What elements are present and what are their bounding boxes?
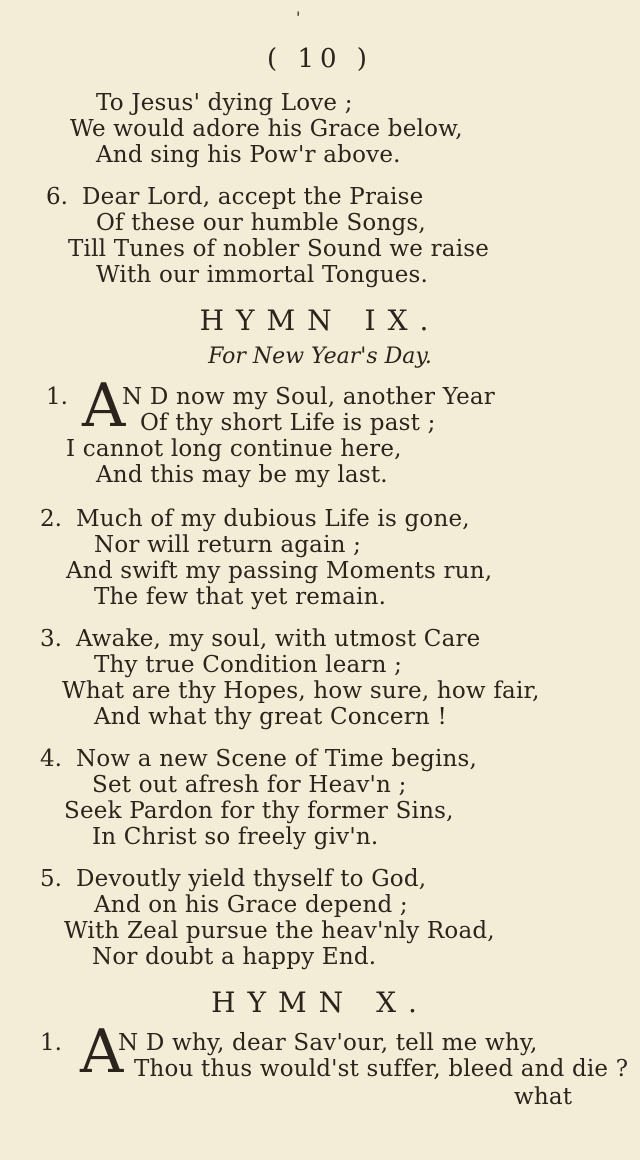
h9-verse-4-line-2: Set out afresh for Heav'n ; [92, 772, 407, 798]
h9-verse-2-line-1: Much of my dubious Life is gone, [76, 506, 470, 532]
verse-6-line-1: Dear Lord, accept the Praise [82, 184, 424, 210]
verse-6-line-4: With our immortal Tongues. [96, 262, 429, 288]
h9-verse-1-line-3: I cannot long continue here, [66, 436, 402, 462]
h9-verse-4-line-3: Seek Pardon for thy former Sins, [64, 798, 454, 824]
verse-6-line-2: Of these our humble Songs, [96, 210, 426, 236]
h9-verse-1-line-2: Of thy short Life is past ; [140, 410, 436, 436]
hymn-9-title: HYMN IX. [199, 304, 441, 337]
verse-6-number: 6. [46, 184, 68, 210]
hymn-10-title: HYMN X. [211, 986, 429, 1019]
h9-verse-5-line-1: Devoutly yield thyself to God, [76, 866, 427, 892]
h9-verse-2-line-4: The few that yet remain. [94, 584, 387, 610]
top-mark: ' [296, 8, 301, 27]
h9-verse-3-line-3: What are thy Hopes, how sure, how fair, [62, 678, 540, 704]
h9-verse-3-number: 3. [40, 626, 62, 652]
h10-verse-1-line-2: Thou thus would'st suffer, bleed and die ? [134, 1056, 629, 1082]
h9-verse-1-line-4: And this may be my last. [96, 462, 388, 488]
h9-verse-5-line-3: With Zeal pursue the heav'nly Road, [64, 918, 495, 944]
h9-verse-1-line-1: N D now my Soul, another Year [122, 384, 496, 410]
h9-verse-3-line-2: Thy true Condition learn ; [94, 652, 403, 678]
h9-verse-2-line-2: Nor will return again ; [94, 532, 362, 558]
continuation-line-2: We would adore his Grace below, [70, 116, 463, 142]
h9-verse-4-line-1: Now a new Scene of Time begins, [76, 746, 478, 772]
continuation-line-3: And sing his Pow'r above. [96, 142, 401, 168]
h9-verse-5-number: 5. [40, 866, 62, 892]
h9-verse-2-line-3: And swift my passing Moments run, [66, 558, 493, 584]
h9-verse-1-dropcap: A [82, 371, 126, 441]
h9-verse-5-line-2: And on his Grace depend ; [94, 892, 408, 918]
h10-verse-1-line-1: N D why, dear Sav'our, tell me why, [118, 1030, 538, 1056]
h10-verse-1-number: 1. [40, 1030, 62, 1056]
h9-verse-3-line-4: And what thy great Concern ! [94, 704, 447, 730]
h9-verse-4-line-4: In Christ so freely giv'n. [92, 824, 379, 850]
h9-verse-5-line-4: Nor doubt a happy End. [92, 944, 377, 970]
h10-verse-1-dropcap: A [80, 1017, 124, 1087]
catchword: what [514, 1084, 573, 1110]
h9-verse-2-number: 2. [40, 506, 62, 532]
page-number: ( 10 ) [267, 44, 373, 74]
verse-6-line-3: Till Tunes of nobler Sound we raise [68, 236, 490, 262]
h9-verse-3-line-1: Awake, my soul, with utmost Care [76, 626, 481, 652]
h9-verse-4-number: 4. [40, 746, 62, 772]
hymn-9-subtitle: For New Year's Day. [208, 344, 432, 369]
h9-verse-1-number: 1. [46, 384, 68, 410]
continuation-line-1: To Jesus' dying Love ; [96, 90, 353, 116]
